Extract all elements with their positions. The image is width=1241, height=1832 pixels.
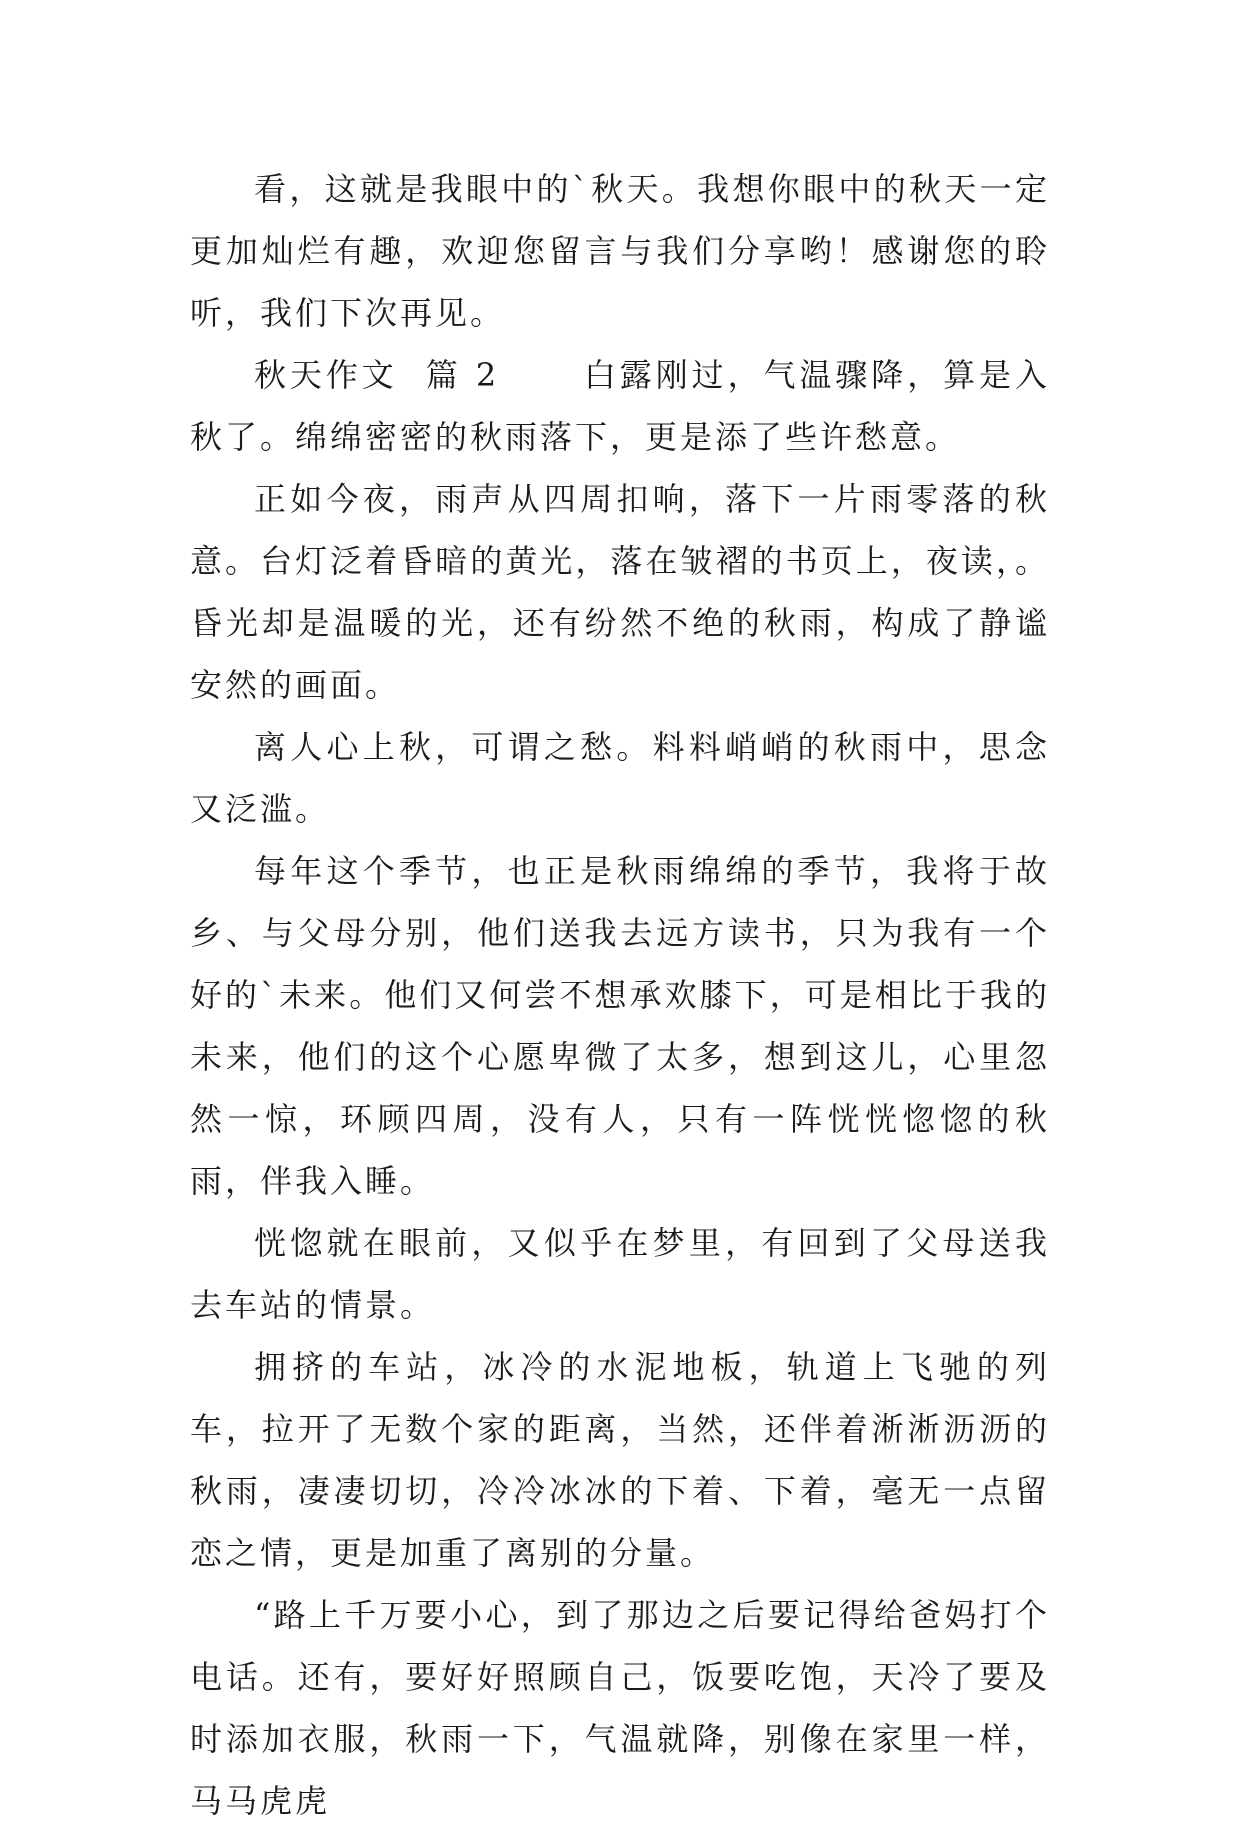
document-body: [190, 158, 1050, 1832]
paragraph: 离人心上秋，可谓之愁。料料峭峭的秋雨中，思念又泛滥。: [190, 728, 1050, 828]
paragraph: 恍惚就在眼前，又似乎在梦里，有回到了父母送我去车站的情景。: [190, 1224, 1050, 1324]
paragraph: 每年这个季节，也正是秋雨绵绵的季节，我将于故乡、与父母分别，他们送我去远方读书，只为我有一个好的`未来。他们又何尝不想承欢膝下，可是相比于我的未来，他们的这个心愿卑微了太多，想到这儿，心里忽然一惊，环顾四周，没有人，只有一阵恍恍惚惚的秋雨，伴我入睡。: [190, 852, 1050, 1200]
paragraph: 看，这就是我眼中的`秋天。我想你眼中的秋天一定更加灿烂有趣，欢迎您留言与我们分享哟！感谢您的聆听，我们下次再见。: [190, 170, 1050, 332]
paragraph: 秋天作文 篇 2 白露刚过，气温骤降，算是入秋了。绵绵密密的秋雨落下，更是添了些许愁意。: [190, 356, 1050, 456]
paragraph: 正如今夜，雨声从四周扣响，落下一片雨零落的秋意。台灯泛着昏暗的黄光，落在皱褶的书页上，夜读，。昏光却是温暖的光，还有纷然不绝的秋雨，构成了静谧安然的画面。: [190, 480, 1050, 704]
paragraph: “路上千万要小心，到了那边之后要记得给爸妈打个电话。还有，要好好照顾自己，饭要吃饱，天冷了要及时添加衣服，秋雨一下，气温就降，别像在家里一样，马马虎虎: [190, 1596, 1050, 1820]
paragraph: 拥挤的车站，冰冷的水泥地板，轨道上飞驰的列车，拉开了无数个家的距离，当然，还伴着淅淅沥沥的秋雨，凄凄切切，冷冷冰冰的下着、下着，毫无一点留恋之情，更是加重了离别的分量。: [190, 1348, 1050, 1572]
